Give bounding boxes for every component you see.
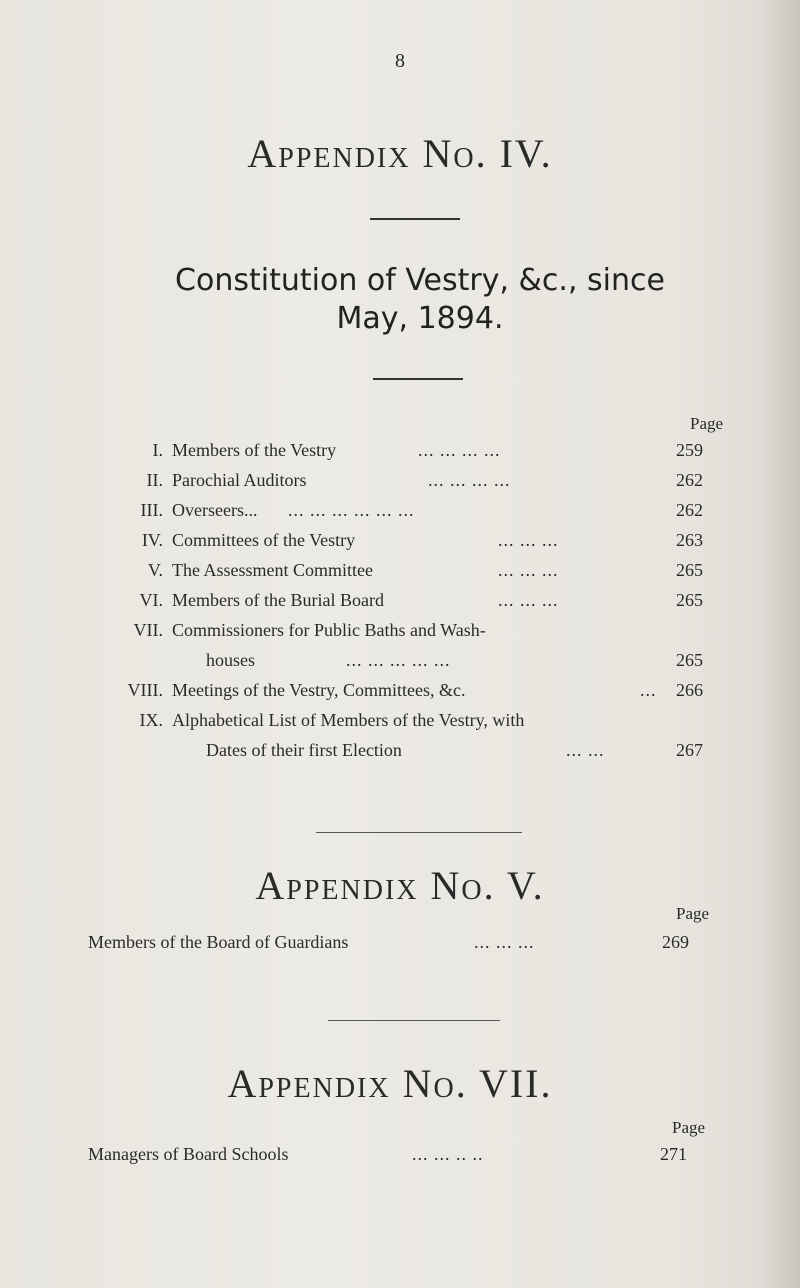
entry-numeral: VI. xyxy=(139,590,163,610)
list-item xyxy=(0,590,800,614)
page-number: 8 xyxy=(395,50,405,72)
list-item xyxy=(0,710,800,766)
entry-page: 262 xyxy=(676,470,703,490)
entry-text: Members of the Burial Board xyxy=(172,590,384,610)
entry-text: Parochial Auditors xyxy=(172,470,307,490)
leader-dots: ... ... ... ... xyxy=(428,470,511,490)
appendix-iv-subtitle-line2: May, 1894. xyxy=(336,301,504,336)
entry-page: 265 xyxy=(676,560,703,580)
appendix-v-title: Appendix No. V. xyxy=(255,863,545,908)
page-column-header: Page xyxy=(676,904,710,923)
entry-page: 265 xyxy=(676,650,703,670)
entry-text: Members of the Vestry xyxy=(172,440,337,460)
list-item xyxy=(0,932,800,956)
entry-text-continuation: Dates of their first Election xyxy=(206,740,402,760)
entry-text: The Assessment Committee xyxy=(172,560,373,580)
entry-page: 266 xyxy=(676,680,703,700)
entry-page: 267 xyxy=(676,740,703,760)
leader-dots: ... ... xyxy=(566,740,605,760)
entry-text-continuation: houses xyxy=(206,650,255,670)
divider-rule xyxy=(373,378,463,380)
appendix-iv-subtitle-line1: Constitution of Vestry, &c., since xyxy=(175,263,665,298)
entry-numeral: III. xyxy=(140,500,163,520)
entry-numeral: II. xyxy=(146,470,163,490)
page-column-header: Page xyxy=(690,414,724,433)
entry-text: Commissioners for Public Baths and Wash- xyxy=(172,620,486,640)
leader-dots: ... ... .. .. xyxy=(412,1144,484,1164)
divider-rule xyxy=(370,218,460,220)
leader-dots: ... ... ... ... ... ... xyxy=(288,500,415,520)
entry-numeral: VII. xyxy=(133,620,163,640)
entry-page: 262 xyxy=(676,500,703,520)
divider-rule xyxy=(316,832,522,833)
leader-dots: ... ... ... xyxy=(474,932,535,952)
entry-page: 265 xyxy=(676,590,703,610)
leader-dots: ... ... ... xyxy=(498,530,559,550)
list-item xyxy=(0,680,800,704)
entry-numeral: I. xyxy=(152,440,163,460)
leader-dots: ... ... ... ... xyxy=(418,440,501,460)
list-item xyxy=(0,620,800,676)
list-item xyxy=(0,560,800,584)
list-item xyxy=(0,530,800,554)
appendix-vii-title: Appendix No. VII. xyxy=(227,1061,553,1106)
entry-page: 269 xyxy=(662,932,689,952)
list-item xyxy=(0,1144,800,1168)
entry-text: Managers of Board Schools xyxy=(88,1144,289,1164)
entry-numeral: VIII. xyxy=(127,680,163,700)
entry-text: Alphabetical List of Members of the Vestry, with xyxy=(172,710,525,730)
leader-dots: ... ... ... ... ... xyxy=(346,650,451,670)
entry-text: Members of the Board of Guardians xyxy=(88,932,349,952)
entry-numeral: V. xyxy=(147,560,163,580)
list-item xyxy=(0,500,800,524)
list-item xyxy=(0,440,800,464)
entry-page: 259 xyxy=(676,440,703,460)
entry-text: Overseers... xyxy=(172,500,258,520)
page-column-header: Page xyxy=(672,1118,706,1137)
leader-dots: ... ... ... xyxy=(498,590,559,610)
entry-numeral: IX. xyxy=(139,710,163,730)
appendix-iv-title: Appendix No. IV. xyxy=(247,131,553,176)
entry-page: 271 xyxy=(660,1144,687,1164)
entry-text: Committees of the Vestry xyxy=(172,530,356,550)
leader-dots: ... ... ... xyxy=(498,560,559,580)
divider-rule xyxy=(328,1020,500,1021)
entry-text: Meetings of the Vestry, Committees, &c. xyxy=(172,680,466,700)
entry-numeral: IV. xyxy=(141,530,163,550)
entry-page: 263 xyxy=(676,530,703,550)
list-item xyxy=(0,470,800,494)
leader-dots: ... xyxy=(640,680,657,700)
